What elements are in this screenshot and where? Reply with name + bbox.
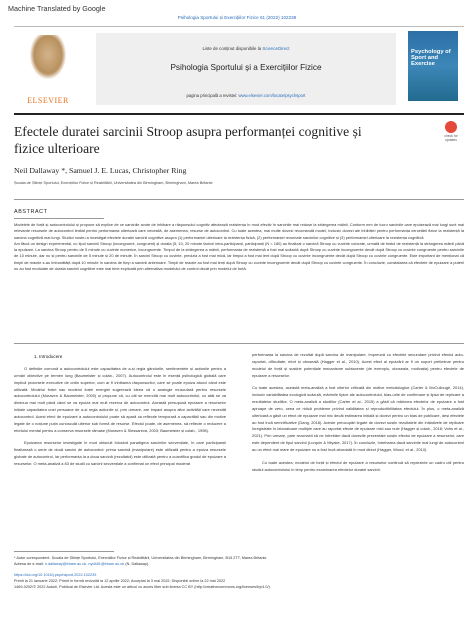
received-dates: Primit la 21 ianuarie 2022; Primit în formă revizuită la 12 aprilie 2022; Acceptat la 3 mai 2022; Disponibil online la 22 mai 2022 (14, 579, 226, 583)
journal-info-box (96, 33, 396, 105)
machine-translated-note: Machine Translated by Google (8, 4, 106, 13)
journal-title: Psihologia Sportului și a Exercițiilor Fizice (170, 63, 322, 72)
abstract-heading: ABSTRACT (14, 209, 48, 215)
cover-title: Psychology of Sport and Exercise (411, 49, 451, 67)
footnotes (14, 555, 464, 590)
abstract-body (14, 222, 464, 272)
abstract-paragraph: Am făcut un design experimental, cu tipul sarcinii Stroop (incongruent, congruent) și durata (5, 10, 20 minute factori intra-participanți, participanți (N = 180) au finalizat o sarcină Stroop cu cuvinte colorate, urmată de testul de rezistență la strângerea mâinii până la epuizare. La sarcina Stroop pentru de 5 minute cu cuvinte numerice, incongruente. Timpul de la strângerea a mâinii, performanța de rezistență a fost mai scăzută după Stroop cu cuvinte incongruente decât după Stroop cu cuvinte congruente pentru sarcinile de 10 minute, dar nu și pentru sarcinile de 5 minute și 20 de minute. În sarcini Stroop cu cuvinte, precizia a fost mai mică, iar timpul a fost mai lent după Stroop cu cuvinte incongruente decât după Stroop cu cuvinte congruente. Este important de menționat că timpii de reacție s-au îmbunătățit după 10 minute în sarcina de timp a sarcinii anterioare. Timpii de reacție au fost mai lenți după Stroop cu cuvinte incongruente decât după Stroop cu cuvinte congruente. În concluzie, constatarea că efectele de epuizare a puterii nu au fost modulate de durata sarcinii cognitive este mai bine explicată prin alternativa modelului de control decât prin modelul de forță. (14, 240, 464, 272)
divider (14, 199, 464, 200)
section-heading: 1. Introducere (34, 354, 63, 359)
abstract-paragraph: Modelele de forță și autocontrolului și propune să explice de ce sarcinile avute de inhibare a răspunsului cognitiv afectează rezistența în mod efectiv în sarcinile mai reduse la strângerea mâinii. Conform mm de lucru sarcinile care epuizează mai lungi sunt mai relevante resursele de autocontrol limitat pentru performanța ulterioară care necesită, de asemenea, resurse de autocontrol. Cu toate acestea, mai multe dovezi recomandă model, inclusiv dovezi ale inhibiției pentru performanța cercetării fizice la rezistență la sarcina cognitivă mai lungi. Studiul nostru a investigat efectele duratei sarcinii cognitive asupra (1) performanței ulterioare la rezistența fizică, (2) performanței rezumate sarcinilor cognitive și (3) performanței ulterioare la rezistența cognitivă. (14, 222, 464, 240)
publisher-name: ELSEVIER (27, 96, 69, 105)
email-prefix: Adresa de e-mail: (14, 562, 44, 566)
publication-info (14, 572, 464, 590)
paragraph: O definiție comună a autocontrolului este capacitatea de a-și regla gândurile, sentimentele și acțiunile pentru a urmări obiective pe termen lung (Baumeister și colab., 2007). Autocontrolul este în esență psihologică globală care implică procesele executive de ordin superior, cum ar fi inhibarea răspunsurilor, care se poate epuiza atunci când este utilizată. Modelul forței sau modelul forței energiei sugerează ideea că o analogie musculară pentru resursele autocontrolului (Muraven & Baumeister, 2000) și propune că, cu cât se exercită mai mult autocontrolul, cu atât se va diminua mai mult până când se va epuiza mai mult rezerva de autocontrol. Această presupusă epuizare a resurselor inițiale capacitatea unei persoane de a-și regla acțiunile și, prin urmare, are impact asupra altor activități care necesită autocontrol. Acest efect de epuizare a autocontrolului poate să apară ca reflecție temporară a capacității sau din motive legate de o noțiune puțin cunoscută ulterior sub formă de resurse. Efectul poate, de asemenea, să reflecte o reducere a efortului mental pentru a conserva resursele rămase (Muraven & Slessareva, 2003; Baumeister și colab., 1998). (14, 366, 226, 433)
issn-license: 1469-0292/© 2022 Autorii. Publicat de Elsevier Ltd. Acesta este un articol cu acces liber sub licența CC BY (http://creativecommons.org/licenses/by/4.0/). (14, 585, 271, 589)
elsevier-logo (20, 33, 76, 107)
homepage-line (96, 93, 396, 98)
email-suffix: (N. Dallaway). (125, 562, 150, 566)
doi-link[interactable]: https://doi.org/10.1016/j.psychsport.2022.102239 (14, 573, 97, 577)
author-list[interactable]: Neil Dallaway *, Samuel J. E. Lucas, Christopher Ring (14, 166, 187, 175)
left-column (14, 366, 226, 474)
footnote-divider (14, 551, 114, 552)
availability-prefix: Liste de conținut disponibile la (202, 46, 262, 51)
affiliation: Școala de Științe Sportului, Exercițiilor Fizice și Reabilitării, Universitatea din Birmingham, Birmingham, Marea Britanie (14, 181, 213, 185)
paragraph: Epuizarea resurselor investigate în mod obișnuit folosind paradigma sarcinilor secvențiale, în care participanții finalizează o serie de două sarcini de autocontrol: prima sarcină (manipulare) este utilizată pentru a epuiza resursele globale de autocontrol, iar performanța la a doua sarcină (rezultatul) este utilizată pentru a cuantifica gradul de epuizare a resurselor. O meta-analiză a 83 de studii cu sarcini secvențiale a confirmat un efect principal moderat (14, 440, 226, 466)
right-column (252, 352, 464, 480)
homepage-prefix: pagina principală a revistei: (186, 93, 238, 98)
paragraph: Cu toate acestea, această meta-analiză a fost ulterior criticată din motive metodologice (Carter & McCullough, 2014), inclusiv variabilitatea ecologică scăzută, mărimile tipice ale autocontrolului, bias-urile de confirmare și lipsa de replicare a rezultatelor studiilor. O meta-analiză a studiilor (Carter et al., 2015) a găsit că mărimea efectelor de epuizare a fost aproape de zero, ceea ce ridică probleme privind validitatea și reproductibilitatea efectului. În plus, o meta-analiză ulterioară a găsit un efect de epuizare mai mic decât estimarea inițială și dovezi pentru un bias de publicare, deși efectele au fost încă semnificative (Dang, 2018). Aceste preocupări legate de dovezi susțin rezultatele din inițiativele de replicare înregistrate în laboratoare multiple care au raportat efecte de epuizare mici sau nule (Hagger și colab., 2016; Vohs et al., 2021). Prin urmare, pare rezonabil să ne întrebăm dacă dovezile prezentate susțin efectul de epuizare a resurselor, care este dependent de tipul sarcinii (Lurquin & Miyake, 2017). În concluzie, întrebarea dacă sarcinile mai lungi de autocontrol au un efect mai mare de epuizare nu a fost încă abordată în mod direct (Hagger, Wood, et al., 2010). (252, 385, 464, 452)
email-link[interactable]: n.dallaway@bham.ac.uk, nyd481@bham.ac.uk (44, 562, 125, 566)
divider (14, 218, 104, 219)
elsevier-tree-icon (30, 35, 66, 79)
paragraph: Cu toate acestea, modelul de forță și efectul de epuizare a resurselor continuă să reprezinte un cadru util pentru studiul autocontrolului în timp pentru examinarea efectelor duratei sarcinii. (252, 459, 464, 472)
updates-label: check for updates (444, 134, 458, 142)
availability-line (96, 46, 396, 51)
paragraph: performanța la sarcina de rezultat după sarcina de manipulare, împreună cu efectele secundare privind efectul auto-raportat, dificultate, efort și oboseală (Hagger et al., 2010). Acest efect al epuizării ar fi un suport preliminar pentru modelul de forță și susține potențiale mecanisme subiacente (de exemplu, oboseala, motivația) pentru efectele de epuizare a resurselor. (252, 352, 464, 378)
article-title: Efectele duratei sarcinii Stroop asupra performanței cognitive și fizice ulterioare (14, 124, 362, 156)
corresponding-author-note: * Autor corespondent. Școala de Științe Sportului, Exercițiilor Fizice și Reabilitării, Universitatea din Birmingham, Birmingham, B15 2TT, Marea Britanie. (14, 556, 268, 560)
journal-cover-image (408, 31, 458, 101)
journal-homepage-link[interactable]: www.elsevier.com/locate/psychsport (238, 93, 306, 98)
sciencedirect-link[interactable]: ScienceDirect (262, 46, 290, 51)
divider (14, 343, 464, 344)
journal-header (14, 26, 464, 115)
journal-citation-link[interactable]: Psihologia Sportului și Exercițiilor Fizice 61 (2022) 102239 (177, 15, 297, 20)
updates-icon (445, 121, 457, 133)
check-for-updates-badge[interactable] (440, 121, 462, 143)
email-line (14, 561, 464, 567)
